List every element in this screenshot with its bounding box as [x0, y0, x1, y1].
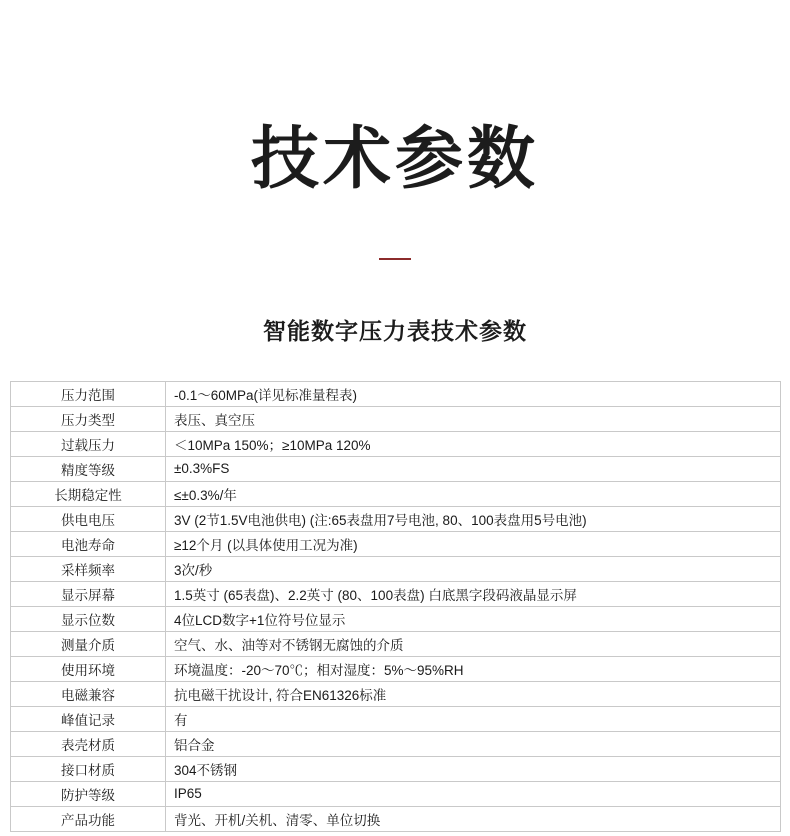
spec-value: 空气、水、油等对不锈钢无腐蚀的介质 — [166, 631, 781, 656]
spec-value: IP65 — [166, 781, 781, 806]
spec-label: 电磁兼容 — [11, 681, 166, 706]
spec-value: 表压、真空压 — [166, 406, 781, 431]
spec-value: 4位LCD数字+1位符号位显示 — [166, 606, 781, 631]
spec-label: 表壳材质 — [11, 731, 166, 756]
spec-table-container — [10, 381, 780, 832]
spec-label: 产品功能 — [11, 806, 166, 831]
table-row — [11, 631, 781, 656]
table-row — [11, 381, 781, 406]
table-row — [11, 606, 781, 631]
divider-line — [379, 258, 411, 260]
page-title: 技术参数 — [250, 119, 539, 199]
spec-value: ＜10MPa 150%；≥10MPa 120% — [166, 431, 781, 456]
spec-value: 背光、开机/关机、清零、单位切换 — [166, 806, 781, 831]
spec-label: 精度等级 — [11, 456, 166, 481]
specifications-table — [10, 381, 781, 832]
spec-value: ≥12个月 (以具体使用工况为准) — [166, 531, 781, 556]
spec-value: 铝合金 — [166, 731, 781, 756]
spec-label: 显示屏幕 — [11, 581, 166, 606]
spec-value: ≤±0.3%/年 — [166, 481, 781, 506]
section-title: 智能数字压力表技术参数 — [263, 317, 527, 344]
spec-value: 1.5英寸 (65表盘)、2.2英寸 (80、100表盘) 白底黑字段码液晶显示屏 — [166, 581, 781, 606]
table-row — [11, 506, 781, 531]
table-row — [11, 531, 781, 556]
spec-label: 使用环境 — [11, 656, 166, 681]
spec-value: 304不锈钢 — [166, 756, 781, 781]
table-row — [11, 656, 781, 681]
table-row — [11, 731, 781, 756]
spec-label: 峰值记录 — [11, 706, 166, 731]
spec-label: 压力类型 — [11, 406, 166, 431]
spec-label: 长期稳定性 — [11, 481, 166, 506]
spec-value: ±0.3%FS — [166, 456, 781, 481]
table-row — [11, 556, 781, 581]
title-divider — [0, 247, 790, 257]
table-row — [11, 706, 781, 731]
spec-label: 显示位数 — [11, 606, 166, 631]
table-row — [11, 756, 781, 781]
table-row — [11, 406, 781, 431]
table-row — [11, 456, 781, 481]
table-row — [11, 806, 781, 831]
spec-label: 供电电压 — [11, 506, 166, 531]
table-row — [11, 431, 781, 456]
table-row — [11, 581, 781, 606]
spec-value: 3次/秒 — [166, 556, 781, 581]
spec-value: 3V (2节1.5V电池供电) (注:65表盘用7号电池, 80、100表盘用5号电池) — [166, 506, 781, 531]
table-row — [11, 481, 781, 506]
spec-label: 接口材质 — [11, 756, 166, 781]
spec-value: -0.1～60MPa(详见标准量程表) — [166, 381, 781, 406]
spec-label: 测量介质 — [11, 631, 166, 656]
spec-label: 压力范围 — [11, 381, 166, 406]
spec-label: 防护等级 — [11, 781, 166, 806]
spec-label: 采样频率 — [11, 556, 166, 581]
spec-value: 抗电磁干扰设计, 符合EN61326标准 — [166, 681, 781, 706]
spec-value: 环境温度：-20～70℃；相对湿度：5%～95%RH — [166, 656, 781, 681]
spec-table-body — [11, 381, 781, 831]
spec-label: 电池寿命 — [11, 531, 166, 556]
spec-label: 过载压力 — [11, 431, 166, 456]
table-row — [11, 681, 781, 706]
spec-value: 有 — [166, 706, 781, 731]
table-row — [11, 781, 781, 806]
